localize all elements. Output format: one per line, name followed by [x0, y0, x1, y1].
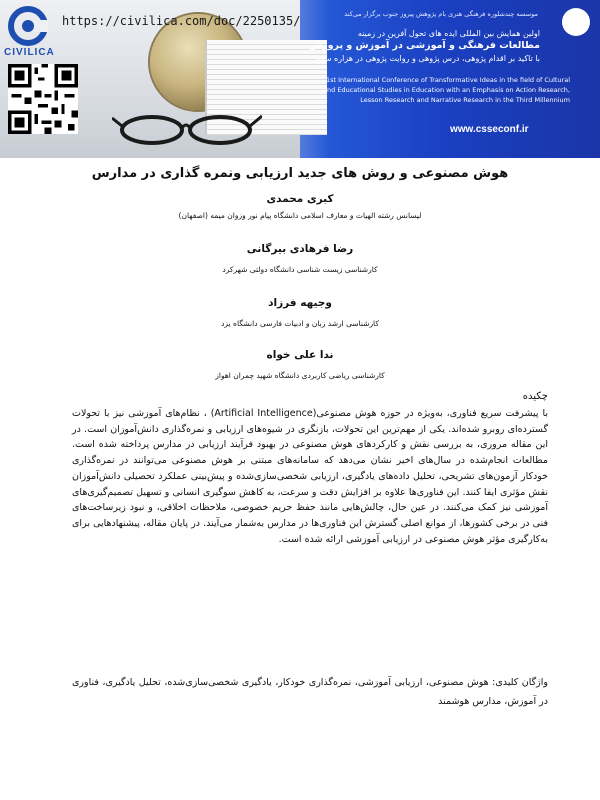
- civilica-logo-text: CIVILICA: [4, 47, 55, 58]
- banner-website: www.csseconf.ir: [450, 124, 529, 135]
- author-name: ندا علی خواه: [266, 349, 334, 361]
- author-name: رضا فرهادی بیرگانی: [246, 243, 354, 255]
- author-affiliation: کارشناسی ارشد زبان و ادبیات فارسی دانشگاه یزد: [221, 319, 379, 328]
- eyeglasses-image: [112, 112, 262, 146]
- author-affiliation: لیسانس رشته الهیات و معارف اسلامی دانشگاه پیام نور وزوان میمه (اصفهان): [178, 211, 422, 220]
- qr-code-icon: [8, 64, 78, 134]
- author-name: وجیهه فرزاد: [268, 297, 332, 309]
- author-affiliation: کارشناسی ریاضی کاربردی دانشگاه شهید چمران اهواز: [215, 371, 385, 380]
- document-url[interactable]: https://civilica.com/doc/2250135/: [62, 14, 301, 28]
- banner-event-title: مطالعات فرهنگی و آموزشی در آموزش و پرورش: [309, 40, 540, 51]
- abstract-text: با پیشرفت سریع فناوری، به‌ویژه در حوزه هوش مصنوعی(Artificial Intelligence) ، نظام‌های آموزشی نیز با تحولات گسترده‌ای روبرو شده‌اند. یکی از مهم‌ترین این تحولات، بازنگری در شیوه‌های ارزیابی و نمره‌گذاری دانش‌آموزان است. در این مقاله مروری، به بررسی نقش و کارکردهای هوش مصنوعی در بهبود فرآیند ارزیابی در مدارس پرداخته شده است. مطالعات انجام‌شده در سال‌های اخیر نشان می‌دهد که سامانه‌های مبتنی بر هوش مصنوعی می‌توانند در نمره‌گذاری خودکار آزمون‌های تشریحی، تحلیل داده‌های یادگیری، ارزیابی شخصی‌سازی‌شده و پیش‌بینی عملکرد تحصیلی دانش‌آموزان نقش مؤثری ایفا کنند. این فناوری‌ها علاوه بر افزایش دقت و سرعت، به کاهش سوگیری انسانی و تسهیل تصمیم‌گیری‌های آموزشی نیز کمک می‌کنند. در عین حال، چالش‌هایی مانند حفظ حریم خصوصی، ملاحظات اخلاقی، و نبود زیرساخت‌های فنی در برخی کشورها، از موانع اصلی گسترش این فناوری‌ها در مدارس به‌شمار می‌آیند. در پایان مقاله، پیشنهادهایی برای به‌کارگیری مؤثر هوش مصنوعی در ارزیابی آموزشی ارائه شده است.: [72, 408, 548, 545]
- author-name: کبری محمدی: [266, 193, 334, 205]
- abstract-heading: چکیده: [522, 391, 548, 402]
- keywords: واژگان کلیدی: هوش مصنوعی، ارزیابی آموزشی، نمره‌گذاری خودکار، یادگیری شخصی‌سازی‌شده، تحلیل یادگیری، فناوری در آموزش، مدارس هوشمند: [72, 677, 548, 707]
- paper-title: هوش مصنوعی و روش های جدید ارزیابی ونمره گذاری در مدارس: [91, 166, 509, 181]
- conference-logo-icon: [562, 8, 590, 36]
- banner-english-line-1: 1st International Conference of Transformative Ideas in the field of Cultural: [325, 76, 570, 84]
- conference-banner: [0, 0, 600, 158]
- civilica-logo-icon: [8, 6, 48, 46]
- banner-english-line-2: and Educational Studies in Education with an Emphasis on Action Research,: [323, 86, 570, 94]
- banner-english-line-3: Lesson Research and Narrative Research in the Third Millennium: [360, 96, 570, 104]
- banner-event-subtitle: با تاکید بر اقدام پژوهی، درس پژوهی و روایت پژوهی در هزاره سوم: [315, 54, 540, 63]
- banner-organizer: موسسه چندشلوره فرهنگی هنری بام پژوهش پیروز جنوب برگزار می‌کند: [344, 10, 538, 18]
- author-affiliation: کارشناسی زیست شناسی دانشگاه دولتی شهرکرد: [222, 265, 378, 274]
- banner-event-name: اولین همایش بین المللی ایده های تحول آفرین در زمینه: [357, 29, 540, 38]
